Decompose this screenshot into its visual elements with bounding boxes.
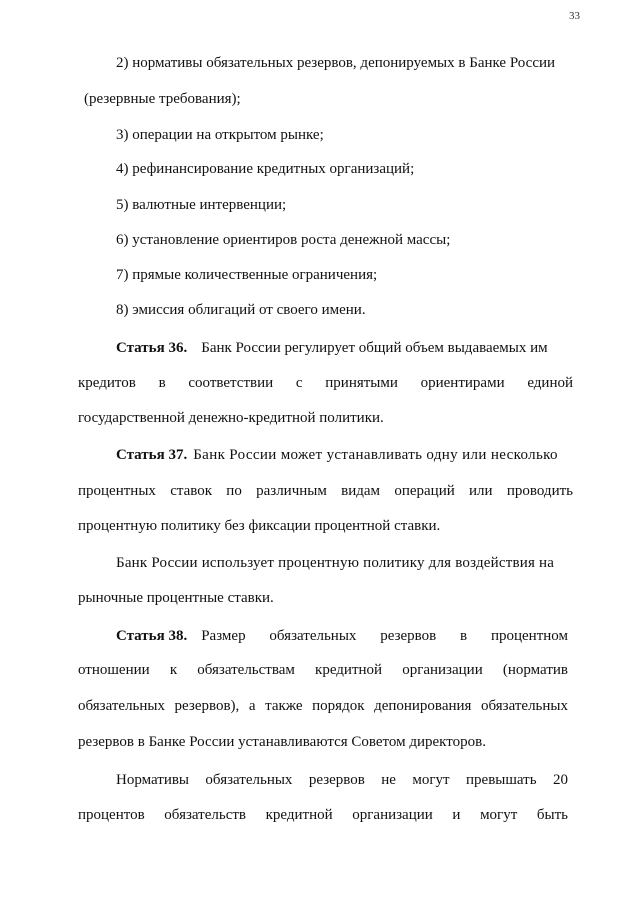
article-38-heading: Статья 38.: [116, 628, 188, 644]
list-item-8: 8) эмиссия облигаций от своего имени.: [116, 302, 366, 318]
list-item-2-line-1: 2) нормативы обязательных резервов, депонируемых в Банке России: [116, 55, 556, 71]
list-item-7: 7) прямые количественные ограничения;: [116, 267, 378, 283]
list-item-5: 5) валютные интервенции;: [116, 197, 287, 213]
list-item-2-line-2: (резервные требования);: [84, 91, 241, 107]
article-38-line-4: резервов в Банке России устанавливаются Советом директоров.: [78, 734, 486, 750]
article-38-line-2: отношении к обязательствам кредитной организации (норматив: [78, 662, 568, 678]
page-number: 33: [569, 10, 580, 22]
article-37-line-3: процентную политику без фиксации процентной ставки.: [78, 518, 441, 534]
list-item-6: 6) установление ориентиров роста денежной массы;: [116, 232, 451, 248]
article-36-line-2: кредитов в соответствии с принятыми ориентирами единой: [78, 375, 573, 391]
article-38-para-2-line-1: Нормативы обязательных резервов не могут превышать 20: [116, 772, 568, 788]
article-36-heading: Статья 36.: [116, 340, 188, 356]
article-37-line-1: [116, 446, 573, 464]
article-36-line-3: государственной денежно-кредитной политики.: [78, 410, 384, 426]
article-38-line-1: [116, 627, 568, 645]
article-37-para-2-line-1: Банк России использует процентную политику для воздействия на: [116, 555, 555, 571]
article-36-text: Банк России регулирует общий объем выдаваемых им: [201, 340, 548, 356]
article-36-line-1: [116, 339, 576, 357]
list-item-3: 3) операции на открытом рынке;: [116, 127, 324, 143]
article-37-heading: Статья 37.: [116, 447, 188, 463]
article-38-text: Размер обязательных резервов в процентном: [201, 628, 568, 644]
article-37-text: Банк России может устанавливать одну или несколько: [193, 447, 558, 463]
article-37-para-2-line-2: рыночные процентные ставки.: [78, 590, 274, 606]
article-37-line-2: процентных ставок по различным видам операций или проводить: [78, 483, 573, 499]
article-38-line-3: обязательных резервов), а также порядок депонирования обязательных: [78, 698, 568, 714]
article-38-para-2-line-2: процентов обязательств кредитной организации и могут быть: [78, 807, 568, 823]
list-item-4: 4) рефинансирование кредитных организаций;: [116, 161, 415, 177]
